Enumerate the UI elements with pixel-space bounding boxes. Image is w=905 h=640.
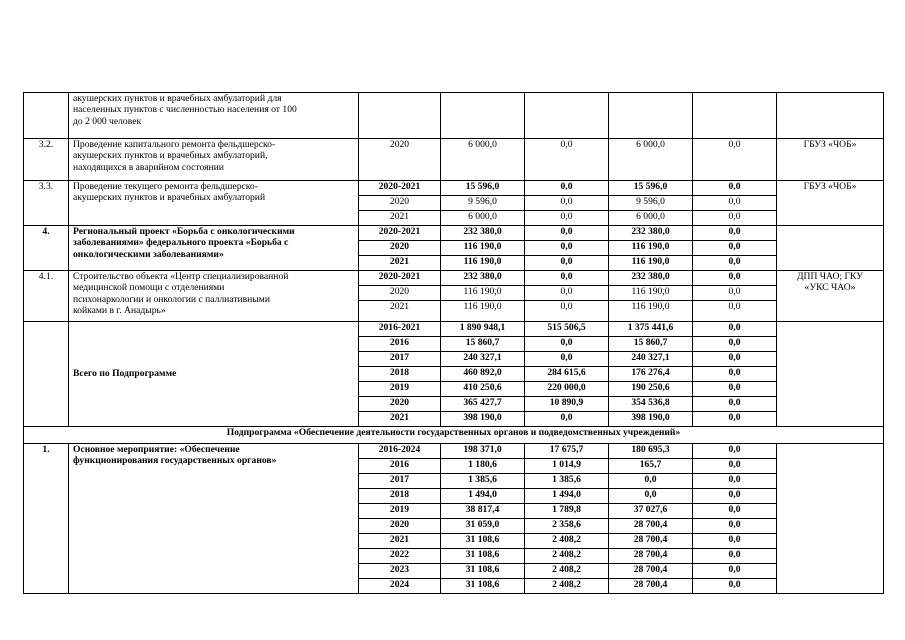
activity-cell (69, 271, 359, 322)
local-value: 0,0 (693, 241, 777, 256)
federal-value: 515 506,5 (525, 322, 609, 337)
activity-text: функционирования государственных органов» (73, 455, 277, 467)
activity-cell (69, 444, 359, 594)
activity-text: онкологическими заболеваниями» (73, 248, 224, 260)
district-value: 232 380,0 (609, 226, 693, 241)
district-value: 6 000,0 (609, 139, 693, 181)
row-number-cell (24, 93, 69, 139)
executor-cell (777, 444, 884, 594)
federal-value: 0,0 (525, 139, 609, 181)
local-value: 0,0 (693, 367, 777, 382)
district-value: 6 000,0 (609, 211, 693, 226)
year-value: 2020 (359, 519, 441, 534)
district-value: 28 700,4 (609, 579, 693, 594)
federal-value: 0,0 (525, 241, 609, 256)
year-value: 2018 (359, 489, 441, 504)
local-value: 0,0 (693, 412, 777, 427)
row-number: 4. (24, 226, 69, 271)
local-value: 0,0 (693, 337, 777, 352)
local-value: 0,0 (693, 211, 777, 226)
year-value: 2020-2021 (359, 271, 441, 286)
local-value: 0,0 (693, 226, 777, 241)
activity-text: психонаркологии и онкологии с паллиативными (73, 293, 270, 305)
activity-cell (69, 139, 359, 181)
federal-value: 2 408,2 (525, 564, 609, 579)
year-cell (359, 93, 441, 139)
activity-text: Региональный проект «Борьба с онкологическими (73, 226, 295, 237)
row-number: 1. (24, 444, 69, 594)
executor-cell (777, 93, 884, 139)
total-value: 31 108,6 (441, 534, 525, 549)
district-value: 240 327,1 (609, 352, 693, 367)
row-number: 4.1. (24, 271, 69, 322)
local-value: 0,0 (693, 271, 777, 286)
total-value: 6 000,0 (441, 211, 525, 226)
table-row (24, 271, 884, 286)
total-value: 1 385,6 (441, 474, 525, 489)
federal-value: 284 615,6 (525, 367, 609, 382)
activity-text: акушерских пунктов и врачебных амбулаторий (73, 192, 266, 204)
row-number-cell (24, 322, 69, 427)
district-budget-cell (609, 93, 693, 139)
local-value: 0,0 (693, 489, 777, 504)
federal-value: 0,0 (525, 301, 609, 322)
district-value: 116 190,0 (609, 256, 693, 271)
local-value: 0,0 (693, 286, 777, 301)
federal-value: 0,0 (525, 196, 609, 211)
federal-value: 0,0 (525, 412, 609, 427)
activity-text: населенных пунктов с численностью населения от 100 (73, 104, 297, 116)
year-value: 2021 (359, 211, 441, 226)
total-value: 9 596,0 (441, 196, 525, 211)
year-value: 2020 (359, 397, 441, 412)
local-value: 0,0 (693, 352, 777, 367)
year-value: 2021 (359, 256, 441, 271)
total-value: 410 250,6 (441, 382, 525, 397)
year-value: 2019 (359, 504, 441, 519)
subprogram-header-row (24, 427, 884, 444)
total-value: 31 108,6 (441, 549, 525, 564)
total-value: 232 380,0 (441, 271, 525, 286)
activity-cell (69, 226, 359, 271)
executor-cell (777, 322, 884, 427)
table-row (24, 93, 884, 139)
activity-cell (69, 93, 359, 139)
local-value: 0,0 (693, 474, 777, 489)
local-value: 0,0 (693, 397, 777, 412)
total-value: 38 817,4 (441, 504, 525, 519)
total-value: 1 890 948,1 (441, 322, 525, 337)
district-value: 176 276,4 (609, 367, 693, 382)
total-value: 240 327,1 (441, 352, 525, 367)
table-body (24, 93, 884, 594)
total-value: 1 494,0 (441, 489, 525, 504)
district-value: 180 695,3 (609, 444, 693, 459)
year-value: 2017 (359, 352, 441, 367)
district-value: 15 596,0 (609, 181, 693, 196)
district-value: 116 190,0 (609, 301, 693, 322)
local-value: 0,0 (693, 444, 777, 459)
local-value: 0,0 (693, 256, 777, 271)
year-value: 2021 (359, 412, 441, 427)
federal-value: 0,0 (525, 256, 609, 271)
federal-value: 0,0 (525, 286, 609, 301)
activity-text: медицинской помощи с отделениями (73, 282, 225, 294)
district-value: 15 860,7 (609, 337, 693, 352)
total-value: 31 108,6 (441, 564, 525, 579)
year-value: 2022 (359, 549, 441, 564)
federal-value: 2 408,2 (525, 534, 609, 549)
activity-text: акушерских пунктов и врачебных амбулаторий для (73, 93, 282, 104)
local-value: 0,0 (693, 181, 777, 196)
row-number: 3.2. (24, 139, 69, 181)
year-value: 2016-2021 (359, 322, 441, 337)
table-row (24, 444, 884, 459)
federal-value: 2 408,2 (525, 579, 609, 594)
total-value: 116 190,0 (441, 241, 525, 256)
year-value: 2020-2021 (359, 226, 441, 241)
year-value: 2023 (359, 564, 441, 579)
subprogram-title: Подпрограмма «Обеспечение деятельности государственных органов и подведомственных учреждений» (24, 427, 884, 444)
activity-text: находящихся в аварийном состоянии (73, 161, 224, 173)
local-value: 0,0 (693, 549, 777, 564)
table-row (24, 181, 884, 196)
district-value: 232 380,0 (609, 271, 693, 286)
executor-value: ГБУЗ «ЧОБ» (777, 181, 884, 226)
local-value: 0,0 (693, 322, 777, 337)
activity-text: заболеваниями» федерального проекта «Борьба с (73, 237, 289, 249)
year-value: 2019 (359, 382, 441, 397)
year-value: 2020-2021 (359, 181, 441, 196)
executor-cell (777, 226, 884, 271)
year-value: 2024 (359, 579, 441, 594)
district-value: 165,7 (609, 459, 693, 474)
local-value: 0,0 (693, 139, 777, 181)
total-value: 232 380,0 (441, 226, 525, 241)
year-value: 2020 (359, 139, 441, 181)
total-cell (441, 93, 525, 139)
total-value: 460 892,0 (441, 367, 525, 382)
local-value: 0,0 (693, 519, 777, 534)
year-value: 2020 (359, 286, 441, 301)
activity-cell (69, 181, 359, 226)
year-value: 2016 (359, 459, 441, 474)
federal-value: 2 358,6 (525, 519, 609, 534)
district-value: 37 027,6 (609, 504, 693, 519)
executor-value: «УКС ЧАО» (804, 282, 856, 294)
district-value: 28 700,4 (609, 519, 693, 534)
subprogram-total-label: Всего по Подпрограмме (69, 322, 359, 427)
total-value: 365 427,7 (441, 397, 525, 412)
district-value: 398 190,0 (609, 412, 693, 427)
district-value: 28 700,4 (609, 564, 693, 579)
federal-value: 17 675,7 (525, 444, 609, 459)
local-value: 0,0 (693, 301, 777, 322)
year-value: 2021 (359, 534, 441, 549)
district-value: 116 190,0 (609, 286, 693, 301)
activity-text: койками в г. Анадырь» (73, 305, 166, 317)
federal-value: 0,0 (525, 271, 609, 286)
year-value: 2016 (359, 337, 441, 352)
district-value: 28 700,4 (609, 534, 693, 549)
executor-value: ГБУЗ «ЧОБ» (777, 139, 884, 181)
year-value: 2018 (359, 367, 441, 382)
federal-value: 10 890,9 (525, 397, 609, 412)
local-value: 0,0 (693, 459, 777, 474)
local-budget-cell (693, 93, 777, 139)
activity-text: Основное мероприятие: «Обеспечение (73, 444, 240, 455)
total-value: 398 190,0 (441, 412, 525, 427)
local-value: 0,0 (693, 504, 777, 519)
local-value: 0,0 (693, 564, 777, 579)
total-value: 15 860,7 (441, 337, 525, 352)
total-value: 1 180,6 (441, 459, 525, 474)
total-value: 116 190,0 (441, 301, 525, 322)
activity-text: акушерских пунктов и врачебных амбулаторий, (73, 150, 268, 162)
federal-value: 2 408,2 (525, 549, 609, 564)
total-value: 198 371,0 (441, 444, 525, 459)
activity-text: до 2 000 человек (73, 115, 142, 127)
federal-value: 1 789,8 (525, 504, 609, 519)
year-value: 2017 (359, 474, 441, 489)
total-value: 116 190,0 (441, 256, 525, 271)
executor-cell (777, 271, 884, 322)
table-row (24, 322, 884, 337)
federal-value: 0,0 (525, 352, 609, 367)
local-value: 0,0 (693, 534, 777, 549)
table-row (24, 139, 884, 181)
local-value: 0,0 (693, 382, 777, 397)
year-value: 2020 (359, 196, 441, 211)
district-value: 354 536,8 (609, 397, 693, 412)
federal-value: 1 494,0 (525, 489, 609, 504)
total-value: 31 059,0 (441, 519, 525, 534)
year-value: 2021 (359, 301, 441, 322)
year-value: 2020 (359, 241, 441, 256)
local-value: 0,0 (693, 196, 777, 211)
row-number: 3.3. (24, 181, 69, 226)
district-value: 9 596,0 (609, 196, 693, 211)
federal-value: 0,0 (525, 181, 609, 196)
total-value: 6 000,0 (441, 139, 525, 181)
district-value: 0,0 (609, 474, 693, 489)
district-value: 190 250,6 (609, 382, 693, 397)
federal-value: 220 000,0 (525, 382, 609, 397)
total-value: 31 108,6 (441, 579, 525, 594)
table-row (24, 226, 884, 241)
total-value: 15 596,0 (441, 181, 525, 196)
activity-text: Проведение капитального ремонта фельдшерско- (73, 139, 276, 150)
budget-table (23, 92, 884, 594)
executor-value: ДПП ЧАО; ГКУ (796, 271, 864, 282)
federal-value: 0,0 (525, 226, 609, 241)
federal-value: 1 014,9 (525, 459, 609, 474)
federal-value: 0,0 (525, 211, 609, 226)
federal-value: 0,0 (525, 337, 609, 352)
district-value: 116 190,0 (609, 241, 693, 256)
year-value: 2016-2024 (359, 444, 441, 459)
federal-budget-cell (525, 93, 609, 139)
local-value: 0,0 (693, 579, 777, 594)
activity-text: Проведение текущего ремонта фельдшерско- (73, 181, 258, 192)
federal-value: 1 385,6 (525, 474, 609, 489)
total-value: 116 190,0 (441, 286, 525, 301)
district-value: 28 700,4 (609, 549, 693, 564)
district-value: 0,0 (609, 489, 693, 504)
activity-text: Строительство объекта «Центр специализированной (73, 271, 289, 282)
district-value: 1 375 441,6 (609, 322, 693, 337)
